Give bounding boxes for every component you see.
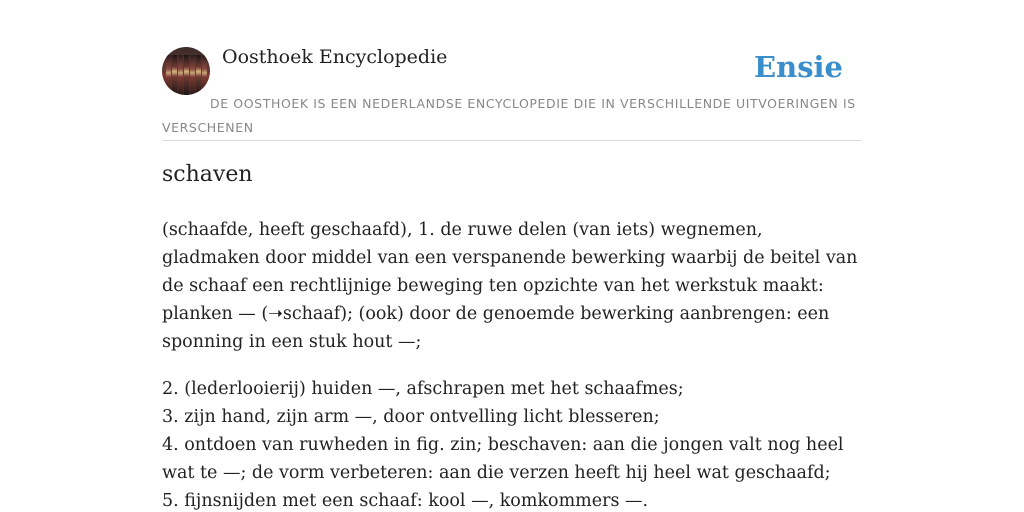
site-header xyxy=(162,44,862,141)
entry-sense: 2. (lederlooierij) huiden —, afschrapen met het schaafmes; xyxy=(162,379,684,399)
entry-sense: 5. fijnsnijden met een schaaf: kool —, komkommers —. xyxy=(162,491,649,511)
brand-logo-text[interactable]: Ensie xyxy=(754,50,843,84)
entry-body xyxy=(162,216,862,512)
entry-title: schaven xyxy=(162,162,253,187)
site-title[interactable]: Oosthoek Encyclopedie xyxy=(222,46,448,68)
encyclopedia-books-logo[interactable] xyxy=(162,47,210,95)
entry-senses xyxy=(162,375,862,512)
entry-sense: 3. zijn hand, zijn arm —, door ontvelling licht blesseren; xyxy=(162,407,660,427)
entry-definition-1: (schaafde, heeft geschaafd), 1. de ruwe delen (van iets) wegnemen, gladmaken door middel van een verspanende bewerking waarbij de beitel van de schaaf een rechtlijnige beweging ten opzichte van het werkstuk maakt: planken — (➝schaaf); (ook) door de genoemde bewerking aanbrengen: een sponning in een stuk hout —; xyxy=(162,220,858,352)
entry-sense: 4. ontdoen van ruwheden in fig. zin; beschaven: aan die jongen valt nog heel wat te —; de vorm verbeteren: aan die verzen heeft hij heel wat geschaafd; xyxy=(162,435,844,483)
site-tagline: DE OOSTHOEK IS EEN NEDERLANDSE ENCYCLOPEDIE DIE IN VERSCHILLENDE UITVOERINGEN IS VERSCHENEN xyxy=(162,96,856,135)
